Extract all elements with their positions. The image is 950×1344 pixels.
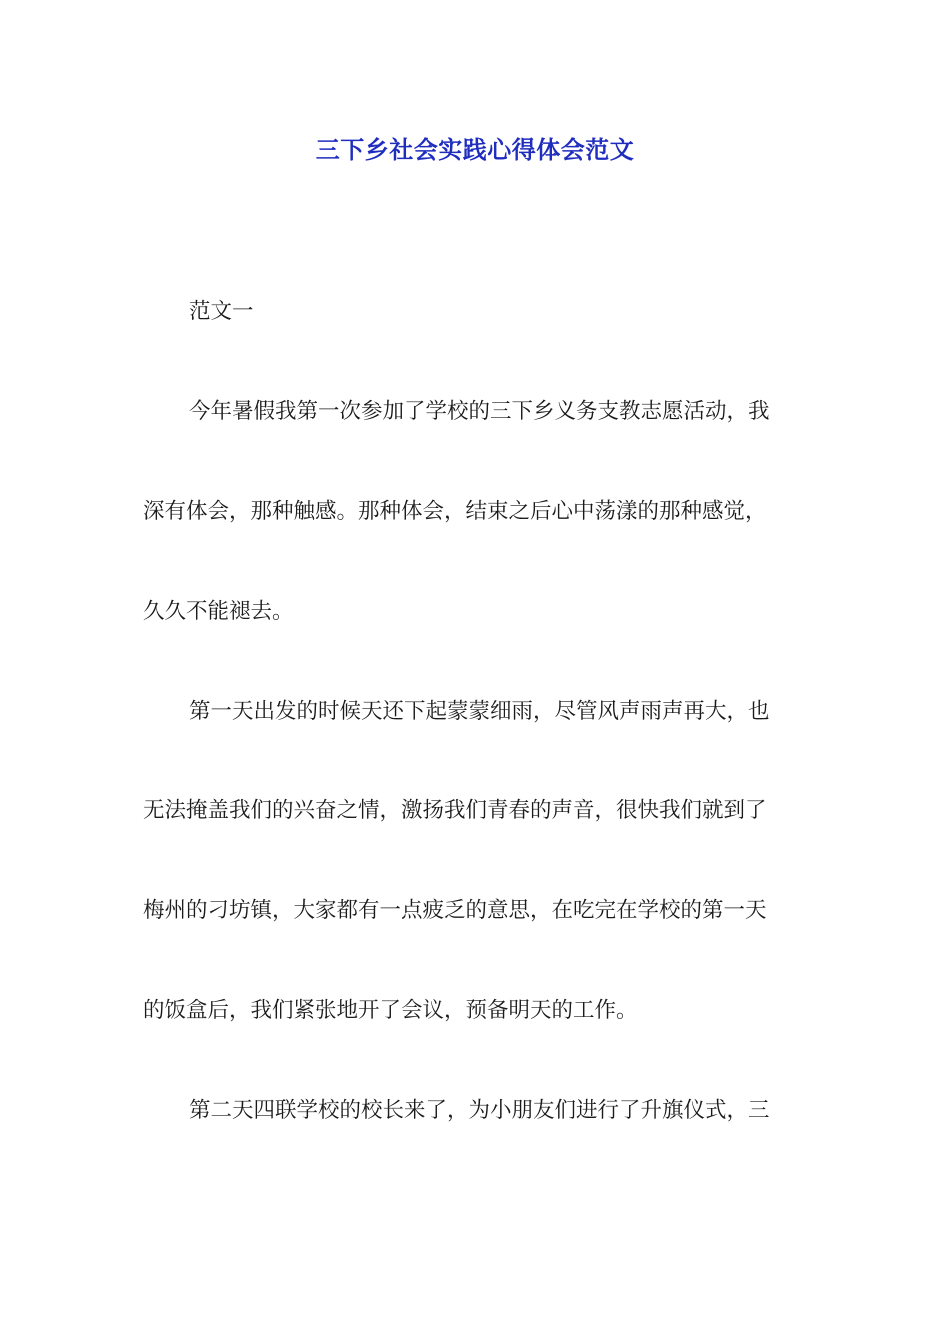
paragraph-line: 第二天四联学校的校长来了，为小朋友们进行了升旗仪式，三 [189, 1098, 770, 1123]
paragraph-line: 的饭盒后，我们紧张地开了会议，预备明天的工作。 [143, 998, 638, 1023]
section-heading: 范文一 [189, 299, 254, 324]
paragraph-line: 无法掩盖我们的兴奋之情，激扬我们青春的声音，很快我们就到了 [143, 798, 767, 823]
paragraph-line: 久久不能褪去。 [143, 599, 294, 624]
paragraph-line: 深有体会，那种触感。那种体会，结束之后心中荡漾的那种感觉， [143, 499, 767, 524]
document-title: 三下乡社会实践心得体会范文 [315, 136, 635, 164]
paragraph-line: 今年暑假我第一次参加了学校的三下乡义务支教志愿活动，我 [189, 399, 770, 424]
paragraph-line: 梅州的刁坊镇，大家都有一点疲乏的意思，在吃完在学校的第一天 [143, 898, 767, 923]
paragraph-line: 第一天出发的时候天还下起蒙蒙细雨，尽管风声雨声再大，也 [189, 699, 770, 724]
